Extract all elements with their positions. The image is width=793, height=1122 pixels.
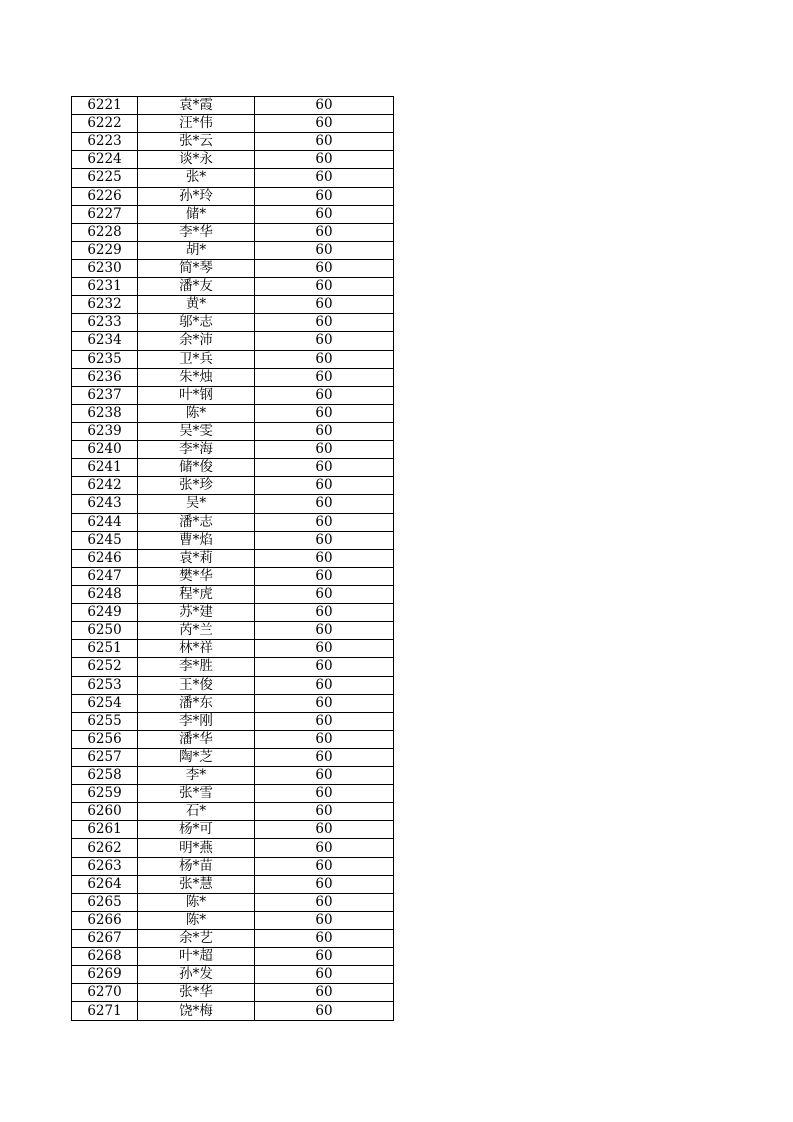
table-row [72, 567, 394, 585]
table-row [72, 712, 394, 730]
cell-name: 吴* [138, 495, 255, 513]
table-row [72, 930, 394, 948]
cell-id: 6226 [72, 187, 138, 205]
data-table [71, 96, 394, 1021]
cell-id: 6270 [72, 984, 138, 1002]
table-row [72, 821, 394, 839]
table-row [72, 622, 394, 640]
cell-name: 吴*雯 [138, 422, 255, 440]
cell-id: 6234 [72, 332, 138, 350]
table-row [72, 966, 394, 984]
cell-score: 60 [255, 314, 394, 332]
cell-name: 张* [138, 169, 255, 187]
cell-name: 石* [138, 803, 255, 821]
cell-name: 饶*梅 [138, 1002, 255, 1020]
cell-name: 汪*伟 [138, 115, 255, 133]
table-row [72, 169, 394, 187]
table-row [72, 1002, 394, 1020]
cell-score: 60 [255, 115, 394, 133]
cell-score: 60 [255, 622, 394, 640]
cell-id: 6233 [72, 314, 138, 332]
cell-id: 6236 [72, 368, 138, 386]
cell-name: 曹*焰 [138, 531, 255, 549]
cell-id: 6232 [72, 296, 138, 314]
table-row [72, 640, 394, 658]
table-row [72, 97, 394, 115]
cell-id: 6268 [72, 948, 138, 966]
cell-score: 60 [255, 821, 394, 839]
cell-id: 6235 [72, 350, 138, 368]
cell-name: 潘*东 [138, 694, 255, 712]
cell-id: 6257 [72, 748, 138, 766]
cell-name: 芮*兰 [138, 622, 255, 640]
table-row [72, 658, 394, 676]
cell-id: 6267 [72, 930, 138, 948]
cell-score: 60 [255, 549, 394, 567]
cell-id: 6224 [72, 151, 138, 169]
cell-score: 60 [255, 278, 394, 296]
table-row [72, 513, 394, 531]
cell-score: 60 [255, 151, 394, 169]
table-body [72, 97, 394, 1021]
table-row [72, 893, 394, 911]
table-row [72, 223, 394, 241]
table-row [72, 585, 394, 603]
cell-score: 60 [255, 187, 394, 205]
cell-id: 6248 [72, 585, 138, 603]
table-row [72, 278, 394, 296]
cell-score: 60 [255, 585, 394, 603]
cell-score: 60 [255, 169, 394, 187]
cell-name: 明*燕 [138, 839, 255, 857]
cell-name: 储*俊 [138, 459, 255, 477]
table-row [72, 314, 394, 332]
cell-score: 60 [255, 223, 394, 241]
cell-score: 60 [255, 259, 394, 277]
cell-name: 袁*莉 [138, 549, 255, 567]
table-row [72, 875, 394, 893]
table-row [72, 911, 394, 929]
table-row [72, 187, 394, 205]
cell-score: 60 [255, 875, 394, 893]
cell-id: 6260 [72, 803, 138, 821]
cell-id: 6261 [72, 821, 138, 839]
cell-id: 6241 [72, 459, 138, 477]
cell-name: 王*俊 [138, 676, 255, 694]
cell-score: 60 [255, 966, 394, 984]
table-row [72, 259, 394, 277]
table-row [72, 531, 394, 549]
cell-score: 60 [255, 658, 394, 676]
cell-score: 60 [255, 893, 394, 911]
table-row [72, 441, 394, 459]
table-row [72, 459, 394, 477]
table-row [72, 205, 394, 223]
table-row [72, 386, 394, 404]
cell-id: 6238 [72, 404, 138, 422]
cell-id: 6225 [72, 169, 138, 187]
cell-score: 60 [255, 441, 394, 459]
cell-score: 60 [255, 296, 394, 314]
cell-id: 6247 [72, 567, 138, 585]
cell-id: 6221 [72, 97, 138, 115]
cell-id: 6265 [72, 893, 138, 911]
cell-name: 李*华 [138, 223, 255, 241]
table-row [72, 151, 394, 169]
cell-score: 60 [255, 332, 394, 350]
cell-score: 60 [255, 1002, 394, 1020]
cell-name: 陶*芝 [138, 748, 255, 766]
cell-name: 张*珍 [138, 477, 255, 495]
cell-id: 6258 [72, 767, 138, 785]
cell-score: 60 [255, 857, 394, 875]
cell-score: 60 [255, 785, 394, 803]
cell-id: 6252 [72, 658, 138, 676]
cell-id: 6242 [72, 477, 138, 495]
cell-id: 6237 [72, 386, 138, 404]
cell-id: 6264 [72, 875, 138, 893]
cell-id: 6249 [72, 604, 138, 622]
cell-id: 6239 [72, 422, 138, 440]
cell-score: 60 [255, 531, 394, 549]
cell-name: 张*雪 [138, 785, 255, 803]
cell-name: 潘*志 [138, 513, 255, 531]
cell-score: 60 [255, 477, 394, 495]
cell-id: 6263 [72, 857, 138, 875]
table-row [72, 332, 394, 350]
cell-score: 60 [255, 386, 394, 404]
table-row [72, 785, 394, 803]
cell-score: 60 [255, 459, 394, 477]
cell-score: 60 [255, 97, 394, 115]
table-row [72, 115, 394, 133]
cell-score: 60 [255, 694, 394, 712]
cell-name: 谈*永 [138, 151, 255, 169]
cell-name: 袁*霞 [138, 97, 255, 115]
cell-score: 60 [255, 404, 394, 422]
table-row [72, 133, 394, 151]
cell-id: 6256 [72, 730, 138, 748]
cell-name: 李*胜 [138, 658, 255, 676]
cell-score: 60 [255, 205, 394, 223]
cell-id: 6250 [72, 622, 138, 640]
table-row [72, 296, 394, 314]
table-row [72, 404, 394, 422]
cell-score: 60 [255, 930, 394, 948]
table-row [72, 422, 394, 440]
cell-id: 6253 [72, 676, 138, 694]
cell-score: 60 [255, 948, 394, 966]
cell-score: 60 [255, 495, 394, 513]
cell-score: 60 [255, 640, 394, 658]
table-row [72, 368, 394, 386]
cell-score: 60 [255, 676, 394, 694]
cell-score: 60 [255, 712, 394, 730]
cell-name: 杨*苗 [138, 857, 255, 875]
cell-score: 60 [255, 567, 394, 585]
cell-score: 60 [255, 839, 394, 857]
cell-id: 6251 [72, 640, 138, 658]
cell-score: 60 [255, 241, 394, 259]
cell-id: 6269 [72, 966, 138, 984]
table-row [72, 857, 394, 875]
cell-id: 6231 [72, 278, 138, 296]
table-row [72, 549, 394, 567]
cell-name: 余*艺 [138, 930, 255, 948]
cell-id: 6240 [72, 441, 138, 459]
cell-name: 叶*超 [138, 948, 255, 966]
cell-id: 6254 [72, 694, 138, 712]
table-row [72, 477, 394, 495]
table-row [72, 604, 394, 622]
cell-score: 60 [255, 133, 394, 151]
cell-score: 60 [255, 911, 394, 929]
cell-name: 程*虎 [138, 585, 255, 603]
cell-id: 6229 [72, 241, 138, 259]
cell-name: 潘*华 [138, 730, 255, 748]
cell-name: 孙*发 [138, 966, 255, 984]
table-row [72, 676, 394, 694]
cell-name: 陈* [138, 404, 255, 422]
cell-id: 6266 [72, 911, 138, 929]
table-row [72, 984, 394, 1002]
cell-id: 6262 [72, 839, 138, 857]
table-row [72, 350, 394, 368]
cell-score: 60 [255, 803, 394, 821]
cell-name: 陈* [138, 893, 255, 911]
table-row [72, 694, 394, 712]
cell-name: 叶*钢 [138, 386, 255, 404]
table-row [72, 948, 394, 966]
table-row [72, 241, 394, 259]
table-row [72, 748, 394, 766]
cell-score: 60 [255, 730, 394, 748]
cell-name: 余*沛 [138, 332, 255, 350]
table-row [72, 730, 394, 748]
cell-score: 60 [255, 422, 394, 440]
cell-name: 邬*志 [138, 314, 255, 332]
cell-id: 6243 [72, 495, 138, 513]
cell-id: 6255 [72, 712, 138, 730]
cell-id: 6222 [72, 115, 138, 133]
cell-id: 6244 [72, 513, 138, 531]
cell-id: 6246 [72, 549, 138, 567]
cell-id: 6271 [72, 1002, 138, 1020]
cell-name: 潘*友 [138, 278, 255, 296]
cell-name: 杨*可 [138, 821, 255, 839]
cell-name: 李* [138, 767, 255, 785]
cell-score: 60 [255, 604, 394, 622]
cell-id: 6223 [72, 133, 138, 151]
cell-id: 6230 [72, 259, 138, 277]
cell-name: 简*琴 [138, 259, 255, 277]
cell-name: 储* [138, 205, 255, 223]
cell-name: 陈* [138, 911, 255, 929]
cell-name: 李*海 [138, 441, 255, 459]
cell-id: 6227 [72, 205, 138, 223]
cell-name: 张*云 [138, 133, 255, 151]
table-row [72, 767, 394, 785]
cell-score: 60 [255, 513, 394, 531]
cell-score: 60 [255, 368, 394, 386]
cell-name: 李*刚 [138, 712, 255, 730]
cell-name: 黄* [138, 296, 255, 314]
cell-name: 朱*烛 [138, 368, 255, 386]
cell-id: 6259 [72, 785, 138, 803]
table-row [72, 803, 394, 821]
cell-score: 60 [255, 984, 394, 1002]
cell-id: 6245 [72, 531, 138, 549]
cell-name: 张*慧 [138, 875, 255, 893]
cell-name: 卫*兵 [138, 350, 255, 368]
cell-name: 孙*玲 [138, 187, 255, 205]
cell-name: 苏*建 [138, 604, 255, 622]
cell-name: 胡* [138, 241, 255, 259]
table-row [72, 839, 394, 857]
cell-score: 60 [255, 748, 394, 766]
cell-name: 林*祥 [138, 640, 255, 658]
cell-score: 60 [255, 350, 394, 368]
cell-id: 6228 [72, 223, 138, 241]
table-row [72, 495, 394, 513]
cell-score: 60 [255, 767, 394, 785]
cell-name: 张*华 [138, 984, 255, 1002]
cell-name: 樊*华 [138, 567, 255, 585]
